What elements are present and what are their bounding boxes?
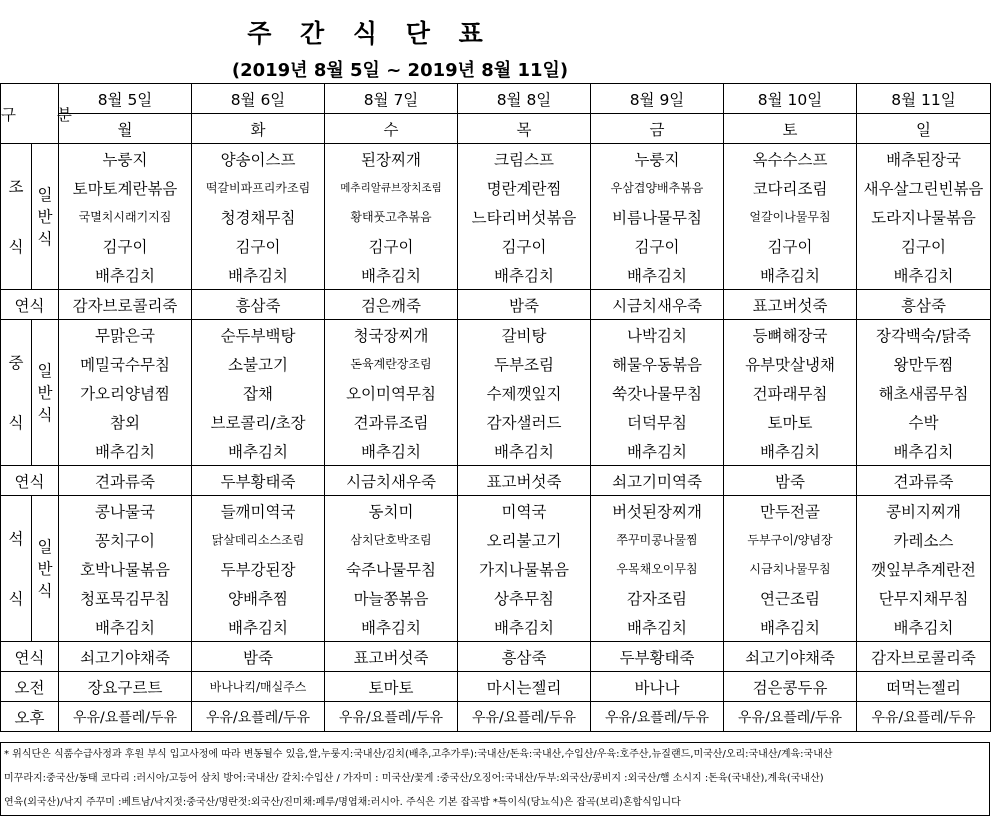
menu-item: 배추김치 (192, 260, 325, 290)
menu-item: 수제깻잎지 (458, 378, 591, 407)
footnote-line: * 위식단은 식품수급사정과 후원 부식 입고사정에 따라 변동될수 있음,쌀,누룽지:국내산/김치(배추,고추가루):국내산/돈육:국내산,수입산/우육:호주산,뉴질랜드,미국산/오리:국내산/계육:국내산 (4, 749, 833, 760)
lunch-section-label: 중 식 (1, 320, 32, 466)
menu-item: 배추김치 (857, 612, 991, 642)
snack-item: 우유/요플레/두유 (59, 702, 192, 732)
menu-item: 얼갈이나물무침 (724, 202, 857, 231)
menu-item: 연근조림 (724, 583, 857, 612)
footnote-line: 미꾸라지:중국산/동태 코다리 :러시아/고등어 삼치 방어:국내산/ 갈치:수입산 / 가자미 : 미국산/꽃게 :중국산/오징어:국내산/두부:외국산/콩비지 :외국산/햄 소시지 :돈육(국내산),계육(국내산) (4, 773, 824, 784)
footnote-line: 연육(외국산)/낙지 주꾸미 :베트남/낙지젓:중국산/명란젓:외국산/진미채:페루/명엽채:러시아. 주식은 기본 잡곡밥 *특이식(당뇨식)은 잡곡(보리)혼합식입니다 (4, 797, 681, 808)
snack-item: 토마토 (325, 672, 458, 702)
soft-diet-item: 흥삼죽 (458, 642, 591, 672)
menu-item: 순두부백탕 (192, 320, 325, 350)
menu-item: 배추김치 (724, 612, 857, 642)
menu-item: 감자샐러드 (458, 407, 591, 436)
menu-item: 청국장찌개 (325, 320, 458, 350)
date-header: 8월 6일 (192, 84, 325, 114)
soft-diet-item: 감자브로콜리죽 (857, 642, 991, 672)
menu-item: 시금치나물무침 (724, 554, 857, 583)
menu-item: 배추김치 (192, 436, 325, 466)
menu-item: 꽁치구이 (59, 525, 192, 554)
menu-item: 상추무침 (458, 583, 591, 612)
snack-item: 장요구르트 (59, 672, 192, 702)
snack-item: 우유/요플레/두유 (458, 702, 591, 732)
menu-item: 배추김치 (59, 260, 192, 290)
soft-diet-item: 흥삼죽 (857, 290, 991, 320)
menu-item: 도라지나물볶음 (857, 202, 991, 231)
menu-item: 김구이 (724, 231, 857, 260)
snack-item: 우유/요플레/두유 (325, 702, 458, 732)
menu-item: 김구이 (591, 231, 724, 260)
menu-item: 잡채 (192, 378, 325, 407)
soft-diet-item: 시금치새우죽 (325, 466, 458, 496)
menu-item: 호박나물볶음 (59, 554, 192, 583)
menu-item: 카레소스 (857, 525, 991, 554)
snack_pm-label: 오후 (1, 702, 59, 732)
soft-diet-item: 감자브로콜리죽 (59, 290, 192, 320)
menu-item: 김구이 (192, 231, 325, 260)
menu-item: 돈육계란장조림 (325, 349, 458, 378)
menu-item: 유부맛살냉채 (724, 349, 857, 378)
menu-item: 김구이 (458, 231, 591, 260)
page-title: 주 간 식 단 표 (247, 19, 493, 48)
menu-table (0, 83, 991, 732)
menu-item: 쑥갓나물무침 (591, 378, 724, 407)
menu-item: 나박김치 (591, 320, 724, 350)
menu-item: 메추리알큐브장치조림 (325, 173, 458, 202)
menu-item: 김구이 (857, 231, 991, 260)
menu-item: 오리불고기 (458, 525, 591, 554)
menu-item: 삼치단호박조림 (325, 525, 458, 554)
day-header: 월 (59, 114, 192, 144)
snack-item: 검은콩두유 (724, 672, 857, 702)
day-header: 수 (325, 114, 458, 144)
dinner-soft-label: 연식 (1, 642, 59, 672)
day-header: 금 (591, 114, 724, 144)
snack-item: 우유/요플레/두유 (591, 702, 724, 732)
date-header: 8월 5일 (59, 84, 192, 114)
menu-item: 명란계란찜 (458, 173, 591, 202)
soft-diet-item: 표고버섯죽 (458, 466, 591, 496)
menu-item: 가지나물볶음 (458, 554, 591, 583)
snack-item: 떠먹는젤리 (857, 672, 991, 702)
menu-item: 누룽지 (591, 144, 724, 174)
menu-item: 쭈꾸미콩나물찜 (591, 525, 724, 554)
soft-diet-item: 두부황태죽 (591, 642, 724, 672)
soft-diet-item: 견과류죽 (857, 466, 991, 496)
menu-item: 배추김치 (59, 612, 192, 642)
date-header: 8월 11일 (857, 84, 991, 114)
menu-item: 양송이스프 (192, 144, 325, 174)
day-header: 목 (458, 114, 591, 144)
menu-item: 우삼겹양배추볶음 (591, 173, 724, 202)
menu-item: 느타리버섯볶음 (458, 202, 591, 231)
soft-diet-item: 표고버섯죽 (325, 642, 458, 672)
snack_am-label: 오전 (1, 672, 59, 702)
menu-item: 두부강된장 (192, 554, 325, 583)
menu-item: 청포묵김무침 (59, 583, 192, 612)
soft-diet-item: 흥삼죽 (192, 290, 325, 320)
snack-item: 우유/요플레/두유 (724, 702, 857, 732)
menu-item: 옥수수스프 (724, 144, 857, 174)
date-header: 8월 7일 (325, 84, 458, 114)
soft-diet-item: 밤죽 (724, 466, 857, 496)
menu-item: 단무지채무침 (857, 583, 991, 612)
menu-item: 버섯된장찌개 (591, 496, 724, 526)
menu-item: 콩비지찌개 (857, 496, 991, 526)
soft-diet-item: 시금치새우죽 (591, 290, 724, 320)
soft-diet-item: 쇠고기야채죽 (724, 642, 857, 672)
menu-item: 배추김치 (458, 612, 591, 642)
snack-item: 마시는젤리 (458, 672, 591, 702)
menu-item: 숙주나물무침 (325, 554, 458, 583)
snack-item: 우유/요플레/두유 (857, 702, 991, 732)
menu-item: 갈비탕 (458, 320, 591, 350)
menu-item: 견과류조림 (325, 407, 458, 436)
menu-item: 크림스프 (458, 144, 591, 174)
soft-diet-item: 두부황태죽 (192, 466, 325, 496)
menu-item: 배추김치 (325, 436, 458, 466)
breakfast-soft-label: 연식 (1, 290, 59, 320)
menu-item: 두부조림 (458, 349, 591, 378)
menu-item: 배추김치 (458, 260, 591, 290)
snack-item: 바나나킥/매실주스 (192, 672, 325, 702)
menu-item: 콩나물국 (59, 496, 192, 526)
menu-item: 떡갈비파프리카조림 (192, 173, 325, 202)
soft-diet-item: 견과류죽 (59, 466, 192, 496)
soft-diet-item: 쇠고기야채죽 (59, 642, 192, 672)
snack-item: 바나나 (591, 672, 724, 702)
day-header: 토 (724, 114, 857, 144)
dinner-section-label: 석 식 (1, 496, 32, 642)
footnotes (0, 742, 990, 816)
menu-item: 배추김치 (325, 260, 458, 290)
menu-item: 가오리양념찜 (59, 378, 192, 407)
menu-item: 김구이 (325, 231, 458, 260)
date-range: (2019년 8월 5일 ~ 2019년 8월 11일) (231, 60, 569, 81)
menu-item: 더덕무침 (591, 407, 724, 436)
menu-item: 깻잎부추계란전 (857, 554, 991, 583)
menu-item: 배추김치 (591, 436, 724, 466)
menu-item: 배추김치 (325, 612, 458, 642)
menu-item: 비름나물무침 (591, 202, 724, 231)
soft-diet-item: 쇠고기미역죽 (591, 466, 724, 496)
menu-item: 해물우동볶음 (591, 349, 724, 378)
menu-item: 등뼈해장국 (724, 320, 857, 350)
menu-item: 들깨미역국 (192, 496, 325, 526)
menu-item: 참외 (59, 407, 192, 436)
soft-diet-item: 표고버섯죽 (724, 290, 857, 320)
menu-item: 건파래무침 (724, 378, 857, 407)
menu-item: 코다리조림 (724, 173, 857, 202)
menu-item: 배추김치 (192, 612, 325, 642)
lunch-type-label: 일 반 식 (32, 320, 59, 466)
menu-item: 배추김치 (724, 260, 857, 290)
menu-item: 소불고기 (192, 349, 325, 378)
menu-item: 새우살그린빈볶음 (857, 173, 991, 202)
soft-diet-item: 검은깨죽 (325, 290, 458, 320)
breakfast-section-label: 조 식 (1, 144, 32, 290)
menu-item: 감자조림 (591, 583, 724, 612)
soft-diet-item: 밤죽 (192, 642, 325, 672)
breakfast-type-label: 일 반 식 (32, 144, 59, 290)
menu-item: 배추김치 (591, 612, 724, 642)
menu-item: 누룽지 (59, 144, 192, 174)
soft-diet-item: 밤죽 (458, 290, 591, 320)
day-header: 화 (192, 114, 325, 144)
menu-item: 두부구이/양념장 (724, 525, 857, 554)
menu-item: 닭살데리소스조림 (192, 525, 325, 554)
menu-item: 토마토 (724, 407, 857, 436)
menu-item: 양배추찜 (192, 583, 325, 612)
menu-item: 브로콜리/초장 (192, 407, 325, 436)
menu-item: 배추김치 (59, 436, 192, 466)
date-header: 8월 9일 (591, 84, 724, 114)
menu-item: 장각백숙/닭죽 (857, 320, 991, 350)
dinner-type-label: 일 반 식 (32, 496, 59, 642)
menu-item: 수박 (857, 407, 991, 436)
menu-item: 무맑은국 (59, 320, 192, 350)
menu-item: 만두전골 (724, 496, 857, 526)
gubun-header: 구 분 (1, 84, 59, 144)
snack-item: 우유/요플레/두유 (192, 702, 325, 732)
date-header: 8월 10일 (724, 84, 857, 114)
menu-item: 메밀국수무침 (59, 349, 192, 378)
menu-item: 배추김치 (591, 260, 724, 290)
menu-item: 청경채무침 (192, 202, 325, 231)
menu-item: 미역국 (458, 496, 591, 526)
menu-item: 토마토계란볶음 (59, 173, 192, 202)
day-header: 일 (857, 114, 991, 144)
menu-item: 된장찌개 (325, 144, 458, 174)
menu-item: 동치미 (325, 496, 458, 526)
lunch-soft-label: 연식 (1, 466, 59, 496)
date-header: 8월 8일 (458, 84, 591, 114)
menu-item: 김구이 (59, 231, 192, 260)
menu-item: 왕만두찜 (857, 349, 991, 378)
menu-item: 오이미역무침 (325, 378, 458, 407)
menu-item: 배추김치 (857, 260, 991, 290)
menu-item: 국멸치시래기지짐 (59, 202, 192, 231)
menu-item: 우목채오이무침 (591, 554, 724, 583)
menu-item: 배추김치 (458, 436, 591, 466)
menu-item: 마늘쫑볶음 (325, 583, 458, 612)
menu-item: 황태풋고추볶음 (325, 202, 458, 231)
menu-item: 배추김치 (724, 436, 857, 466)
menu-item: 배추김치 (857, 436, 991, 466)
menu-item: 해초새콤무침 (857, 378, 991, 407)
menu-item: 배추된장국 (857, 144, 991, 174)
